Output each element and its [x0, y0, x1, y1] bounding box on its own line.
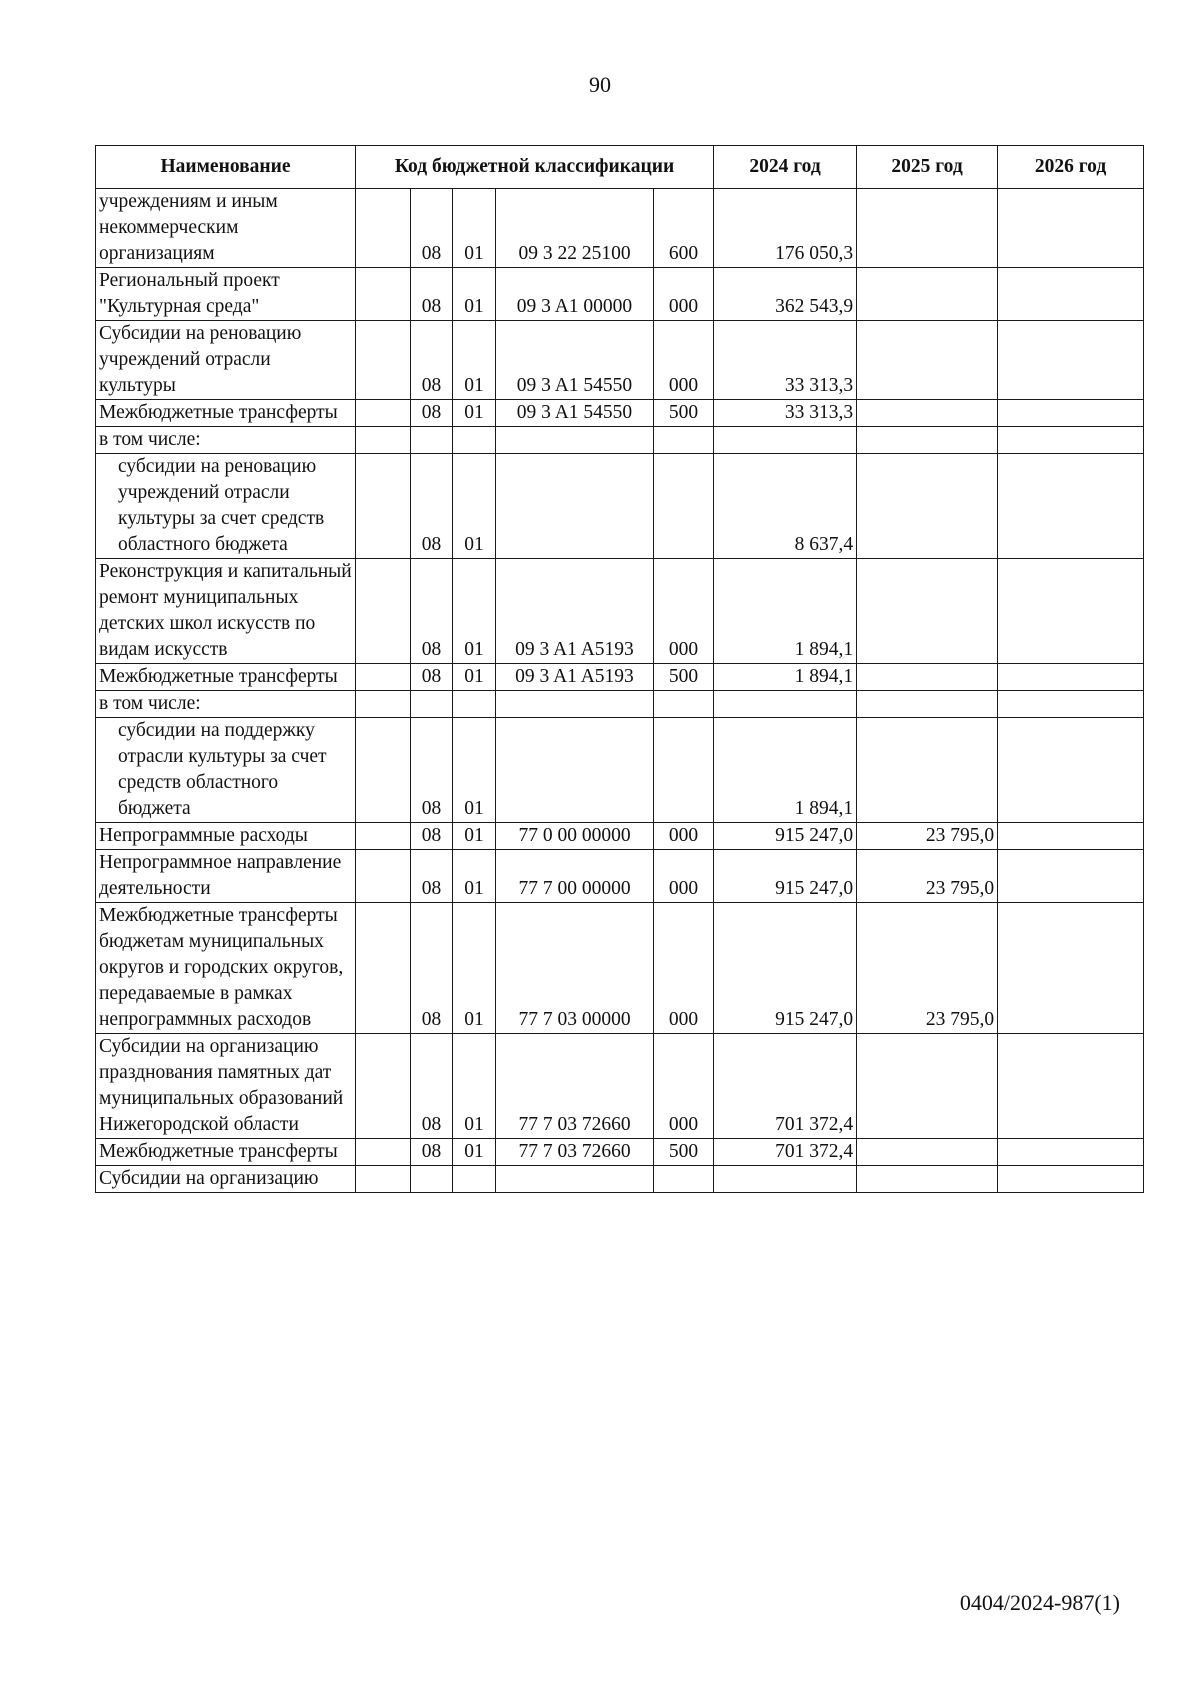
document-code: 0404/2024-987(1) — [959, 1590, 1120, 1615]
table-row — [96, 427, 1144, 454]
cell-target-article: 77 7 03 72660 — [496, 1139, 654, 1166]
cell-section: 08 — [411, 559, 453, 664]
cell-expense-type — [654, 1166, 714, 1193]
cell-2026 — [998, 718, 1144, 823]
cell-expense-type: 000 — [654, 268, 714, 321]
cell-subsection: 01 — [453, 189, 496, 268]
table-row — [96, 691, 1144, 718]
header-2025: 2025 год — [857, 146, 998, 189]
cell-2025 — [857, 1139, 998, 1166]
cell-subsection: 01 — [453, 1034, 496, 1139]
budget-table — [95, 145, 1144, 1193]
cell-subsection: 01 — [453, 400, 496, 427]
cell-target-article: 09 3 A1 A5193 — [496, 559, 654, 664]
cell-target-article: 77 7 03 72660 — [496, 1034, 654, 1139]
cell-empty — [356, 850, 411, 903]
cell-expense-type: 500 — [654, 1139, 714, 1166]
cell-section: 08 — [411, 454, 453, 559]
cell-empty — [356, 664, 411, 691]
cell-subsection: 01 — [453, 718, 496, 823]
page-number: 90 — [589, 72, 611, 97]
cell-target-article — [496, 1166, 654, 1193]
cell-section: 08 — [411, 189, 453, 268]
cell-section: 08 — [411, 1034, 453, 1139]
cell-subsection: 01 — [453, 903, 496, 1034]
cell-section: 08 — [411, 718, 453, 823]
table-row — [96, 321, 1144, 400]
cell-subsection — [453, 1166, 496, 1193]
cell-name: Межбюджетные трансферты — [96, 1139, 356, 1166]
cell-section: 08 — [411, 400, 453, 427]
cell-expense-type: 000 — [654, 1034, 714, 1139]
cell-subsection: 01 — [453, 454, 496, 559]
cell-2025 — [857, 454, 998, 559]
cell-subsection: 01 — [453, 321, 496, 400]
cell-subsection: 01 — [453, 664, 496, 691]
cell-expense-type: 000 — [654, 823, 714, 850]
cell-name: в том числе: — [96, 691, 356, 718]
cell-expense-type — [654, 454, 714, 559]
cell-empty — [356, 691, 411, 718]
cell-name: в том числе: — [96, 427, 356, 454]
cell-empty — [356, 823, 411, 850]
cell-empty — [356, 1139, 411, 1166]
cell-2024: 701 372,4 — [714, 1139, 857, 1166]
cell-name: субсидии на реновацию учреждений отрасли культуры за счет средств областного бюджета — [96, 454, 356, 559]
cell-empty — [356, 189, 411, 268]
cell-empty — [356, 427, 411, 454]
cell-empty — [356, 903, 411, 1034]
cell-subsection — [453, 691, 496, 718]
cell-target-article: 09 3 A1 54550 — [496, 321, 654, 400]
cell-expense-type: 600 — [654, 189, 714, 268]
table-row — [96, 268, 1144, 321]
cell-section: 08 — [411, 850, 453, 903]
cell-target-article: 09 3 A1 00000 — [496, 268, 654, 321]
cell-2025 — [857, 559, 998, 664]
cell-2026 — [998, 850, 1144, 903]
cell-name: Межбюджетные трансферты — [96, 400, 356, 427]
table-body — [96, 189, 1144, 1193]
cell-2026 — [998, 664, 1144, 691]
cell-2024: 8 637,4 — [714, 454, 857, 559]
cell-target-article: 77 7 00 00000 — [496, 850, 654, 903]
header-2024: 2024 год — [714, 146, 857, 189]
cell-2025: 23 795,0 — [857, 850, 998, 903]
cell-2025 — [857, 664, 998, 691]
cell-name: Субсидии на организацию празднования памятных дат муниципальных образований Нижегородской области — [96, 1034, 356, 1139]
cell-empty — [356, 321, 411, 400]
cell-expense-type: 500 — [654, 400, 714, 427]
table-row — [96, 1139, 1144, 1166]
cell-name: Межбюджетные трансферты бюджетам муниципальных округов и городских округов, передаваемые в рамках непрограммных расходов — [96, 903, 356, 1034]
cell-section: 08 — [411, 903, 453, 1034]
cell-2026 — [998, 189, 1144, 268]
cell-target-article: 09 3 A1 54550 — [496, 400, 654, 427]
cell-2026 — [998, 1034, 1144, 1139]
cell-target-article — [496, 718, 654, 823]
cell-section: 08 — [411, 321, 453, 400]
cell-2024 — [714, 427, 857, 454]
table-row — [96, 559, 1144, 664]
cell-section: 08 — [411, 664, 453, 691]
cell-2025 — [857, 400, 998, 427]
cell-empty — [356, 268, 411, 321]
cell-2026 — [998, 691, 1144, 718]
cell-2025 — [857, 691, 998, 718]
cell-empty — [356, 1034, 411, 1139]
cell-2024: 1 894,1 — [714, 559, 857, 664]
cell-2026 — [998, 903, 1144, 1034]
cell-name: Региональный проект "Культурная среда" — [96, 268, 356, 321]
cell-2026 — [998, 400, 1144, 427]
cell-2024: 701 372,4 — [714, 1034, 857, 1139]
cell-target-article: 09 3 22 25100 — [496, 189, 654, 268]
cell-2024: 915 247,0 — [714, 903, 857, 1034]
cell-expense-type: 000 — [654, 321, 714, 400]
cell-target-article — [496, 427, 654, 454]
table-row — [96, 850, 1144, 903]
cell-section — [411, 427, 453, 454]
cell-expense-type: 000 — [654, 559, 714, 664]
cell-expense-type: 000 — [654, 850, 714, 903]
cell-2024 — [714, 1166, 857, 1193]
table-row — [96, 1034, 1144, 1139]
cell-empty — [356, 1166, 411, 1193]
cell-2024: 33 313,3 — [714, 321, 857, 400]
cell-2024: 362 543,9 — [714, 268, 857, 321]
cell-2024: 1 894,1 — [714, 718, 857, 823]
cell-subsection: 01 — [453, 559, 496, 664]
cell-section: 08 — [411, 823, 453, 850]
table-row — [96, 1166, 1144, 1193]
cell-expense-type: 000 — [654, 903, 714, 1034]
cell-expense-type — [654, 718, 714, 823]
cell-name: Непрограммные расходы — [96, 823, 356, 850]
cell-empty — [356, 559, 411, 664]
cell-name: Реконструкция и капитальный ремонт муниципальных детских школ искусств по видам искусств — [96, 559, 356, 664]
cell-subsection: 01 — [453, 268, 496, 321]
cell-2025 — [857, 189, 998, 268]
cell-2024: 33 313,3 — [714, 400, 857, 427]
cell-2025: 23 795,0 — [857, 823, 998, 850]
cell-2024: 915 247,0 — [714, 823, 857, 850]
cell-expense-type: 500 — [654, 664, 714, 691]
table-row — [96, 400, 1144, 427]
cell-2026 — [998, 268, 1144, 321]
cell-2026 — [998, 1166, 1144, 1193]
cell-target-article: 77 0 00 00000 — [496, 823, 654, 850]
cell-expense-type — [654, 691, 714, 718]
header-code: Код бюджетной классификации — [356, 146, 714, 189]
cell-2024: 1 894,1 — [714, 664, 857, 691]
cell-2025 — [857, 268, 998, 321]
table-row — [96, 903, 1144, 1034]
cell-target-article — [496, 454, 654, 559]
cell-2026 — [998, 559, 1144, 664]
table-header-row — [96, 146, 1144, 189]
cell-section: 08 — [411, 268, 453, 321]
cell-2025 — [857, 1166, 998, 1193]
cell-2026 — [998, 427, 1144, 454]
cell-2024 — [714, 691, 857, 718]
header-name: Наименование — [96, 146, 356, 189]
cell-name: Субсидии на реновацию учреждений отрасли культуры — [96, 321, 356, 400]
table-row — [96, 718, 1144, 823]
cell-subsection: 01 — [453, 1139, 496, 1166]
cell-name: учреждениям и иным некоммерческим организациям — [96, 189, 356, 268]
cell-name: субсидии на поддержку отрасли культуры за счет средств областного бюджета — [96, 718, 356, 823]
cell-expense-type — [654, 427, 714, 454]
table-row — [96, 454, 1144, 559]
cell-name: Непрограммное направление деятельности — [96, 850, 356, 903]
cell-name: Субсидии на организацию — [96, 1166, 356, 1193]
cell-target-article: 77 7 03 00000 — [496, 903, 654, 1034]
cell-subsection: 01 — [453, 850, 496, 903]
cell-2025 — [857, 1034, 998, 1139]
cell-subsection: 01 — [453, 823, 496, 850]
cell-subsection — [453, 427, 496, 454]
cell-2025 — [857, 321, 998, 400]
cell-empty — [356, 718, 411, 823]
cell-2025 — [857, 718, 998, 823]
cell-2026 — [998, 454, 1144, 559]
header-2026: 2026 год — [998, 146, 1144, 189]
cell-2024: 915 247,0 — [714, 850, 857, 903]
cell-section: 08 — [411, 1139, 453, 1166]
table-row — [96, 189, 1144, 268]
cell-2026 — [998, 823, 1144, 850]
table-row — [96, 664, 1144, 691]
cell-2024: 176 050,3 — [714, 189, 857, 268]
cell-target-article: 09 3 A1 A5193 — [496, 664, 654, 691]
cell-section — [411, 691, 453, 718]
cell-2026 — [998, 321, 1144, 400]
cell-2025: 23 795,0 — [857, 903, 998, 1034]
table-row — [96, 823, 1144, 850]
cell-name: Межбюджетные трансферты — [96, 664, 356, 691]
cell-empty — [356, 400, 411, 427]
cell-2025 — [857, 427, 998, 454]
cell-empty — [356, 454, 411, 559]
cell-target-article — [496, 691, 654, 718]
cell-section — [411, 1166, 453, 1193]
cell-2026 — [998, 1139, 1144, 1166]
